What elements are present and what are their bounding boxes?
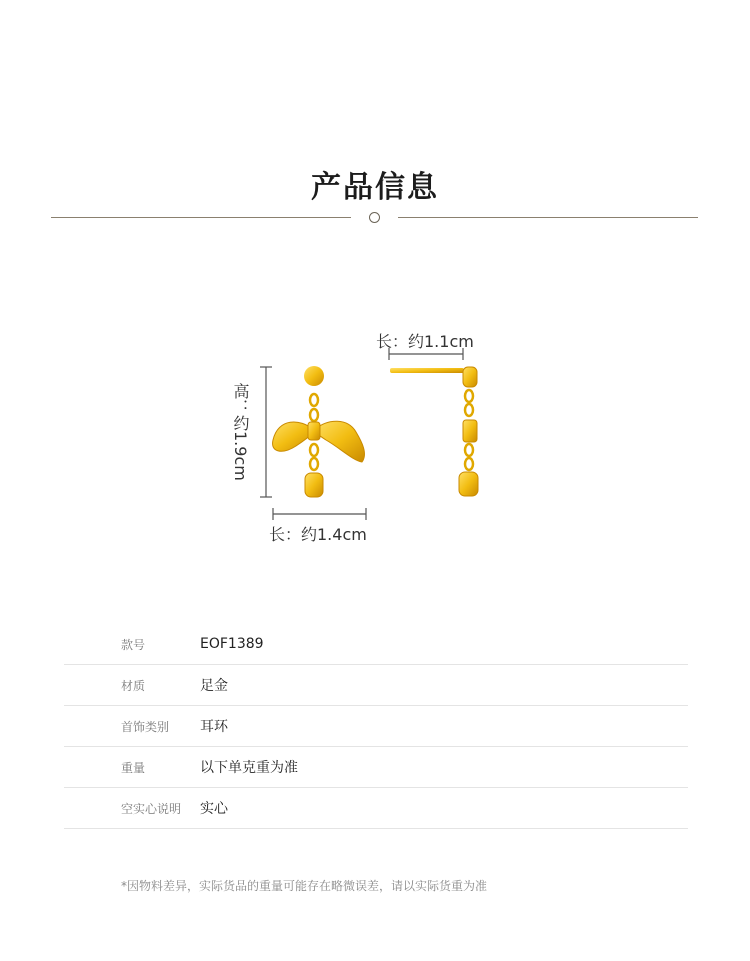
spec-value: 实心	[200, 801, 228, 817]
spec-row-weight	[64, 747, 688, 788]
earring-front-view	[273, 366, 365, 497]
circle-divider-icon	[369, 212, 380, 223]
spec-row-solidity	[64, 788, 688, 829]
front-width-dimension-line	[273, 508, 366, 520]
spec-value: EOF1389	[200, 636, 264, 652]
spec-value: 以下单克重为准	[200, 760, 298, 776]
height-dimension-line	[260, 367, 272, 497]
product-image-area	[0, 300, 750, 560]
spec-table	[64, 624, 688, 829]
spec-row-style-no	[64, 624, 688, 665]
front-width-label: 长：约1.4cm	[269, 525, 367, 544]
height-label: 高：约1.9cm	[231, 383, 250, 481]
spec-key: 款号	[121, 637, 146, 652]
spec-value: 耳环	[200, 719, 228, 735]
spec-row-category	[64, 706, 688, 747]
spec-key: 首饰类别	[121, 719, 170, 734]
footnote: *因物料差异，实际货品的重量可能存在略微误差，请以实际货重为准	[121, 879, 488, 893]
earring-illustration	[0, 300, 750, 560]
earring-side-view	[390, 367, 478, 496]
page-title: 产品信息	[311, 170, 439, 205]
spec-key: 空实心说明	[121, 801, 182, 816]
title-divider-right	[398, 217, 698, 218]
spec-key: 重量	[121, 760, 146, 775]
spec-key: 材质	[121, 678, 146, 693]
title-divider-left	[51, 217, 351, 218]
side-length-label: 长：约1.1cm	[376, 332, 474, 351]
spec-row-material	[64, 665, 688, 706]
spec-value: 足金	[200, 678, 228, 694]
